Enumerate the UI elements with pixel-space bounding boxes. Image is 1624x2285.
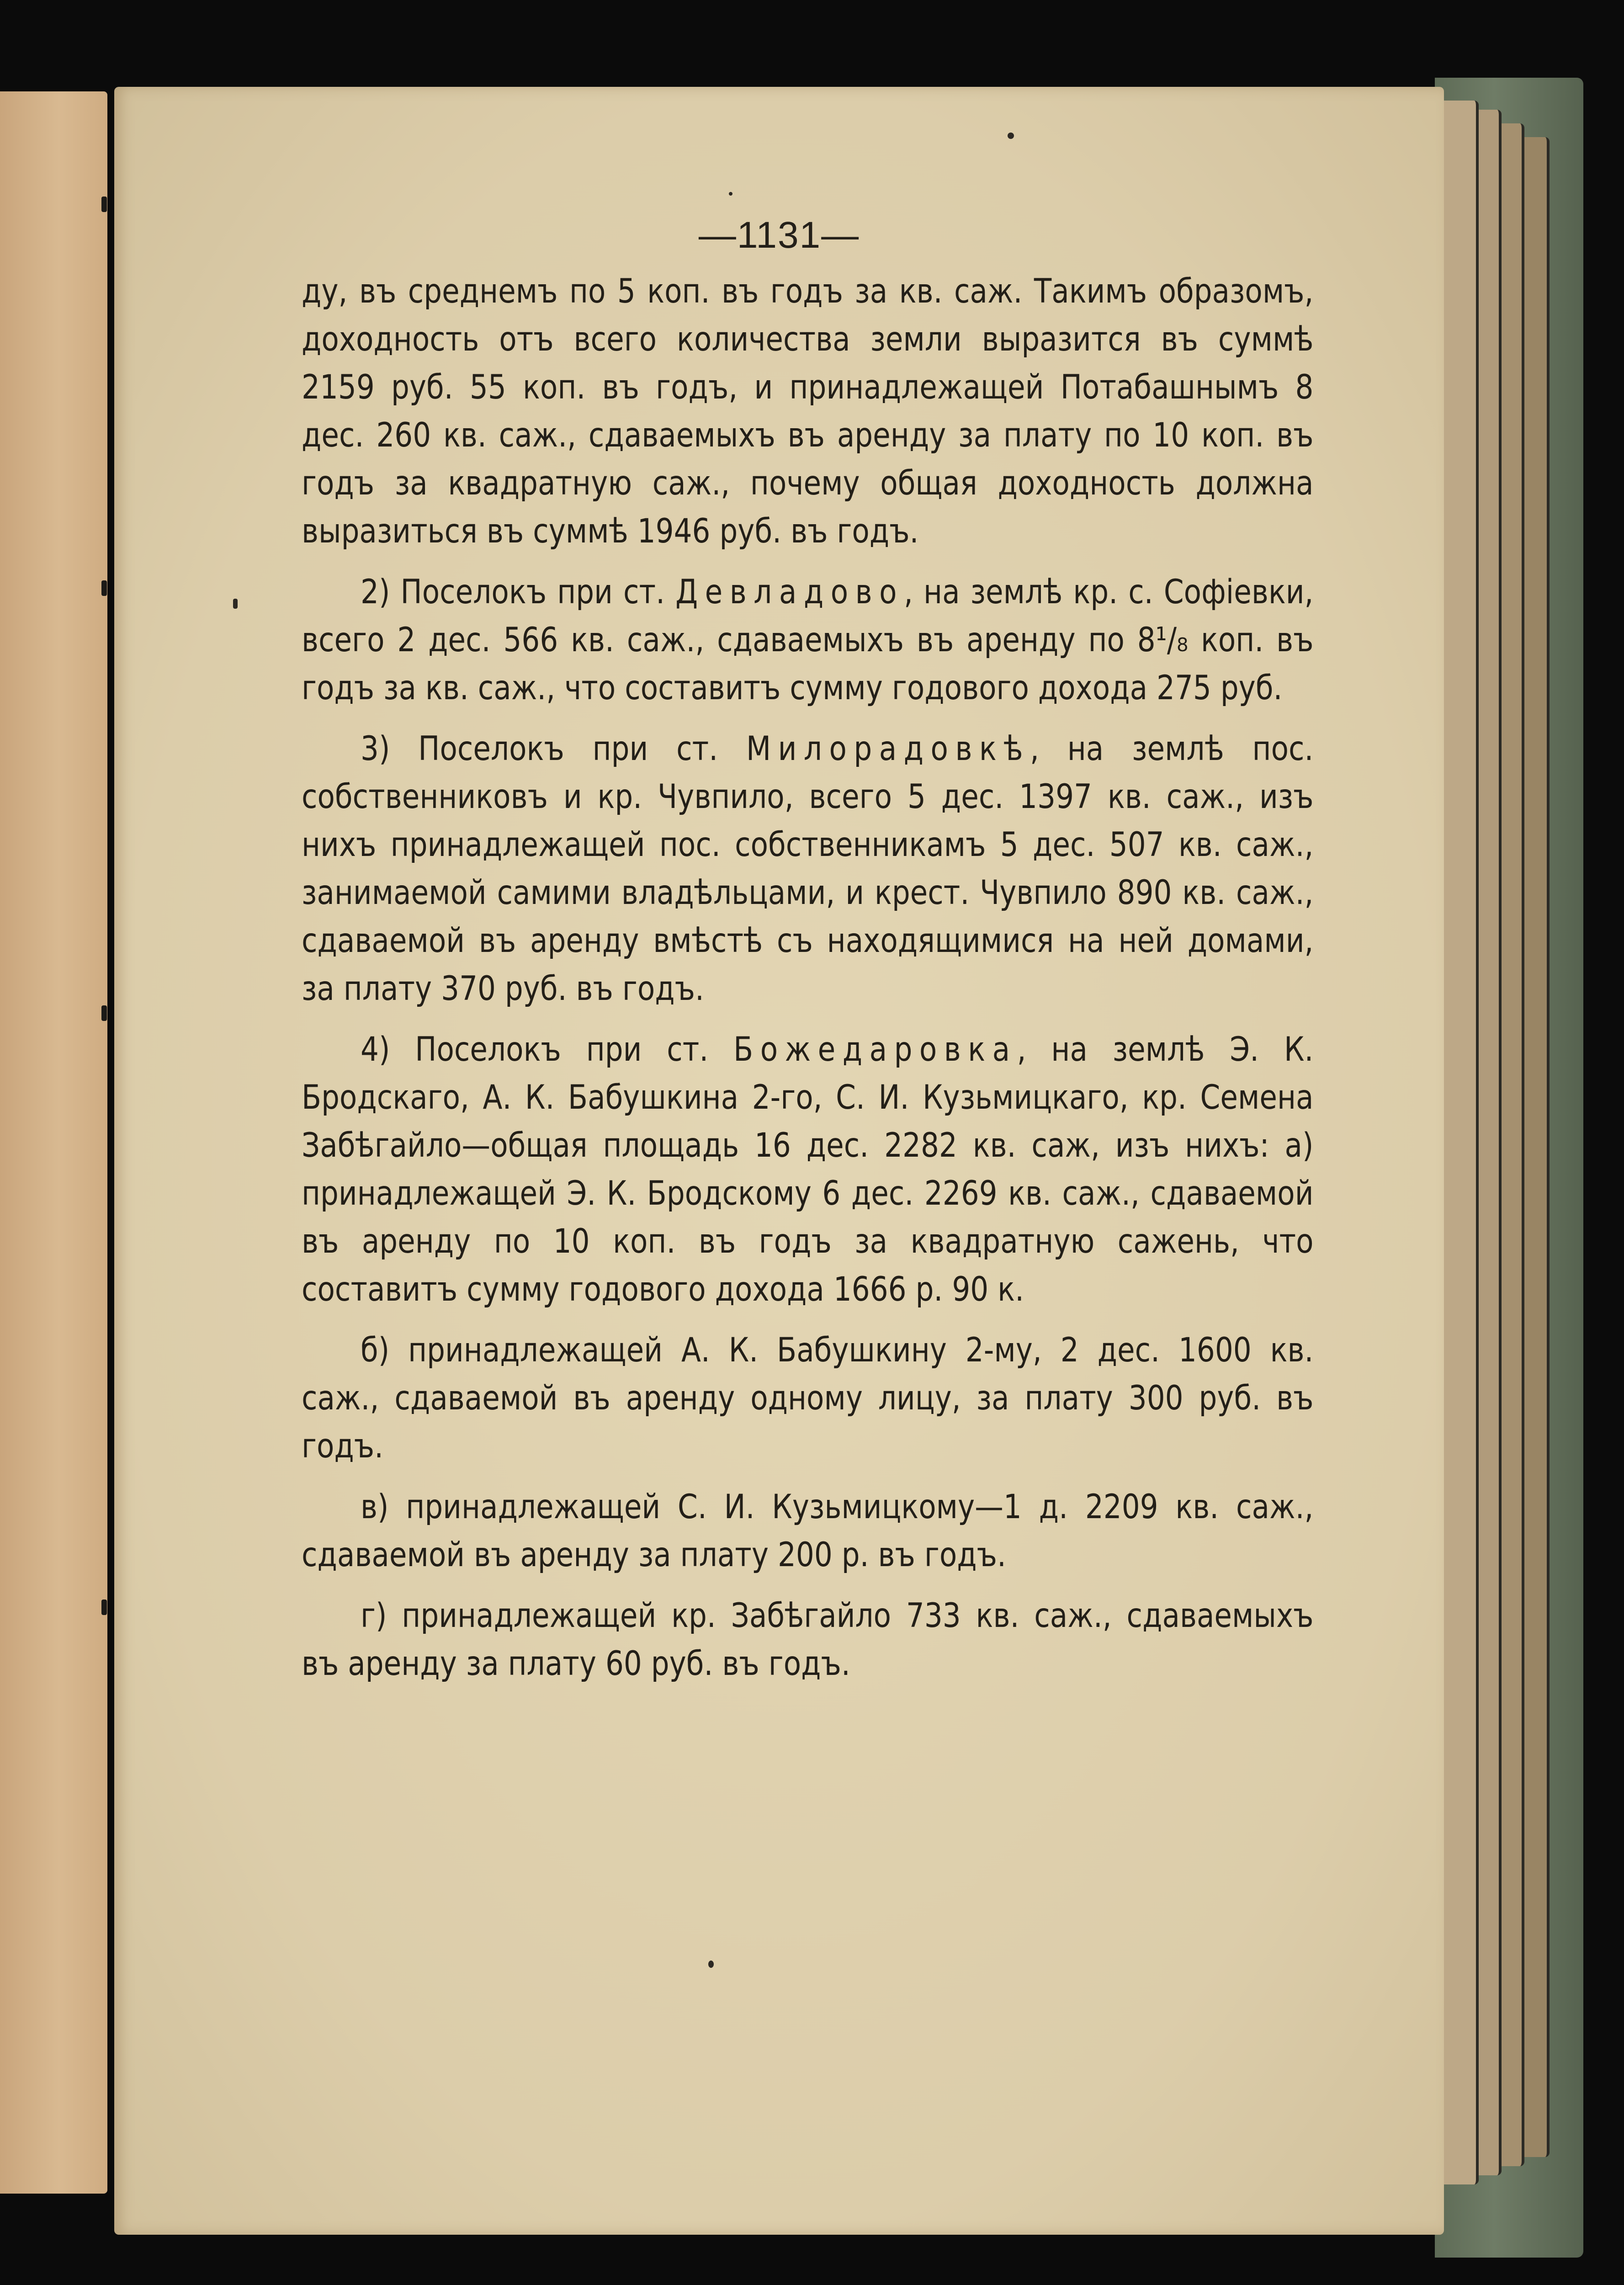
paragraph xyxy=(302,1592,1314,1688)
page-number: —1131— xyxy=(698,214,860,256)
text-segment: , на землѣ пос. собственниковъ и кр. Чувпило, всего 5 дес. 1397 кв. саж., изъ нихъ принадлежащей пос. собственникамъ 5 дес. 507 кв. саж., занимаемой самими владѣльцами, и крест. Чувпило 890 кв. саж., сдаваемой въ аренду вмѣстѣ съ находящимися на ней домами, за плату 370 руб. въ годъ. xyxy=(302,729,1314,1008)
body-text xyxy=(302,267,1314,1700)
binding-mark xyxy=(101,580,107,596)
paragraph xyxy=(302,568,1314,712)
paragraph xyxy=(302,1026,1314,1313)
page-stack-edge xyxy=(1439,101,1479,2184)
book-page xyxy=(114,87,1444,2235)
text-segment: , на землѣ кр. с. Софіевки, всего 2 дес. 566 кв. саж., сдаваемыхъ въ аренду по 8¹/₈ коп. въ годъ за кв. саж., что составитъ сумму годового дохода 275 руб. xyxy=(302,573,1314,707)
paragraph xyxy=(302,1326,1314,1470)
previous-page-edge xyxy=(0,91,107,2194)
text-segment: ду, въ среднемъ по 5 коп. въ годъ за кв. саж. Такимъ образомъ, доходность отъ всего количества земли выразится въ суммѣ 2159 руб. 55 коп. въ годъ, и принадлежащей Потабашнымъ 8 дес. 260 кв. саж., сдаваемыхъ въ аренду за плату по 10 коп. въ годъ за квадратную саж., почему общая доходность должна выразиться въ суммѣ 1946 руб. въ годъ. xyxy=(302,272,1314,551)
binding-mark xyxy=(101,1005,107,1021)
text-segment: , на землѣ Э. К. Бродскаго, А. К. Бабушкина 2-го, С. И. Кузьмицкаго, кр. Семена Забѣгайло—общая площадь 16 дес. 2282 кв. саж, изъ нихъ: а) принадлежащей Э. К. Бродскому 6 дес. 2269 кв. саж., сдаваемой въ аренду по 10 коп. въ годъ за квадратную сажень, что составитъ сумму годового дохода 1666 р. 90 к. xyxy=(302,1030,1314,1309)
paragraph xyxy=(302,267,1314,555)
paper-speck xyxy=(1008,133,1014,139)
paragraph xyxy=(302,1483,1314,1579)
text-segment: в) принадлежащей С. И. Кузьмицкому—1 д. 2209 кв. саж., сдаваемой въ аренду за плату 200 р. въ годъ. xyxy=(302,1488,1314,1574)
spaced-station-name: Милорадовкѣ xyxy=(746,729,1030,768)
spaced-station-name: Девладово xyxy=(675,573,904,611)
text-segment: 3) Поселокъ при ст. xyxy=(361,729,746,768)
paper-speck xyxy=(233,599,238,609)
binding-mark xyxy=(101,1600,107,1615)
spaced-station-name: Божедаровка xyxy=(733,1030,1017,1069)
text-segment: б) принадлежащей А. К. Бабушкину 2-му, 2 дес. 1600 кв. саж., сдаваемой въ аренду одному лицу, за плату 300 руб. въ годъ. xyxy=(302,1331,1314,1466)
paragraph xyxy=(302,725,1314,1013)
binding-mark xyxy=(101,197,107,212)
paper-speck xyxy=(708,1961,714,1968)
text-segment: г) принадлежащей кр. Забѣгайло 733 кв. саж., сдаваемыхъ въ аренду за плату 60 руб. въ годъ. xyxy=(302,1596,1314,1683)
text-segment: 2) Поселокъ при ст. xyxy=(361,573,676,611)
paper-speck xyxy=(729,192,732,196)
text-segment: 4) Поселокъ при ст. xyxy=(361,1030,734,1069)
